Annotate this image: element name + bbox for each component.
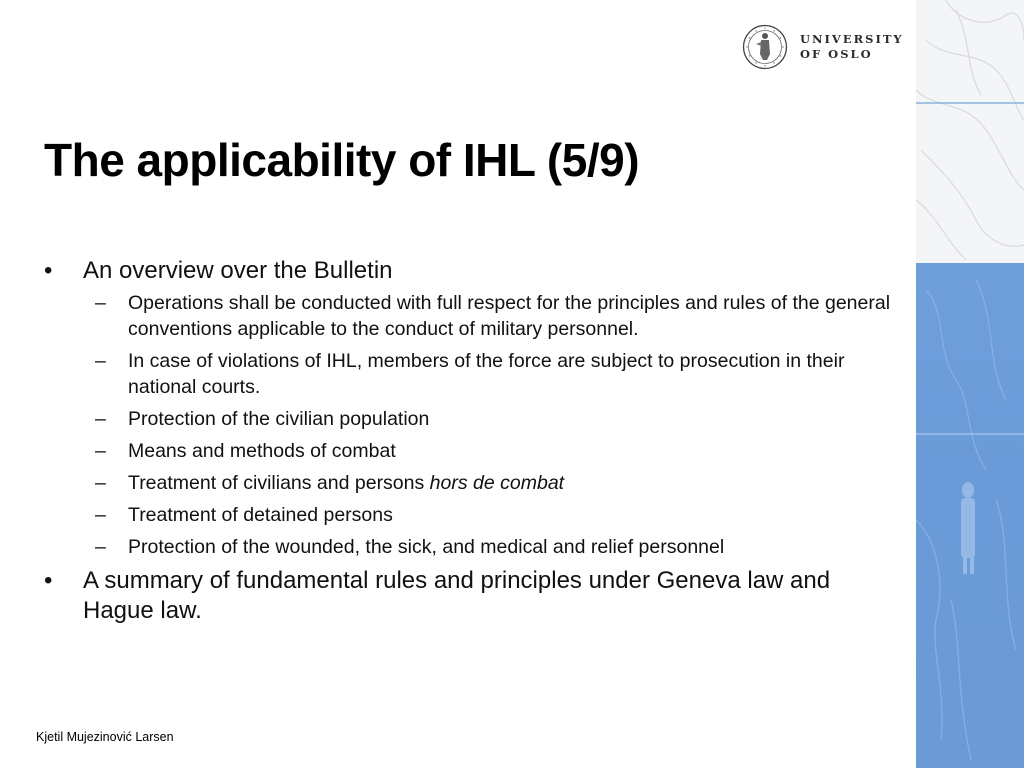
sub-bullet-text: Protection of the wounded, the sick, and medical and relief personnel — [128, 536, 725, 558]
logo-line-2: OF OSLO — [800, 47, 873, 61]
dash-glyph: – — [95, 472, 106, 494]
footer-author: Kjetil Mujezinović Larsen — [36, 730, 174, 744]
dash-glyph: – — [95, 350, 106, 372]
dash-glyph: – — [95, 292, 106, 314]
sub-bullet-text: Treatment of civilians and persons — [128, 472, 430, 494]
dash-glyph: – — [95, 440, 106, 462]
sub-bullet-text: Operations shall be conducted with full respect for the principles and rules of the general conventions applicable to the conduct of military personnel. — [128, 292, 891, 340]
decorative-side-strip — [916, 0, 1024, 768]
university-seal-icon — [742, 24, 788, 70]
slide-title: The applicability of IHL (5/9) — [44, 134, 640, 186]
sub-bullet-text: Means and methods of combat — [128, 440, 396, 462]
university-logo — [742, 22, 902, 74]
logo-wordmark — [800, 32, 904, 62]
logo-line-1: UNIVERSITY — [800, 32, 904, 46]
sub-bullet-text: Treatment of detained persons — [128, 504, 393, 526]
sub-bullet-item — [44, 290, 894, 342]
sub-bullet-item — [44, 406, 894, 432]
sub-bullet-item — [44, 534, 894, 560]
bullet-text: An overview over the Bulletin — [83, 257, 393, 284]
bullet-item — [44, 256, 894, 286]
sub-bullet-text: In case of violations of IHL, members of the force are subject to prosecution in their national courts. — [128, 350, 845, 398]
sub-bullet-item — [44, 348, 894, 400]
dash-glyph: – — [95, 536, 106, 558]
sub-bullet-item — [44, 470, 894, 496]
bullet-item — [44, 566, 894, 626]
sub-bullet-item — [44, 438, 894, 464]
bullet-glyph: • — [44, 567, 53, 594]
sub-bullet-italic-text: hors de combat — [429, 472, 565, 494]
sub-bullet-item — [44, 502, 894, 528]
dash-glyph: – — [95, 408, 106, 430]
sub-bullet-text: Protection of the civilian population — [128, 408, 430, 430]
strip-figure-illustration — [916, 0, 1024, 768]
sub-bullet-list — [44, 290, 894, 560]
dash-glyph: – — [95, 504, 106, 526]
bullet-text: A summary of fundamental rules and principles under Geneva law and Hague law. — [83, 567, 831, 624]
bullet-glyph: • — [44, 257, 53, 284]
slide-content — [44, 256, 894, 626]
